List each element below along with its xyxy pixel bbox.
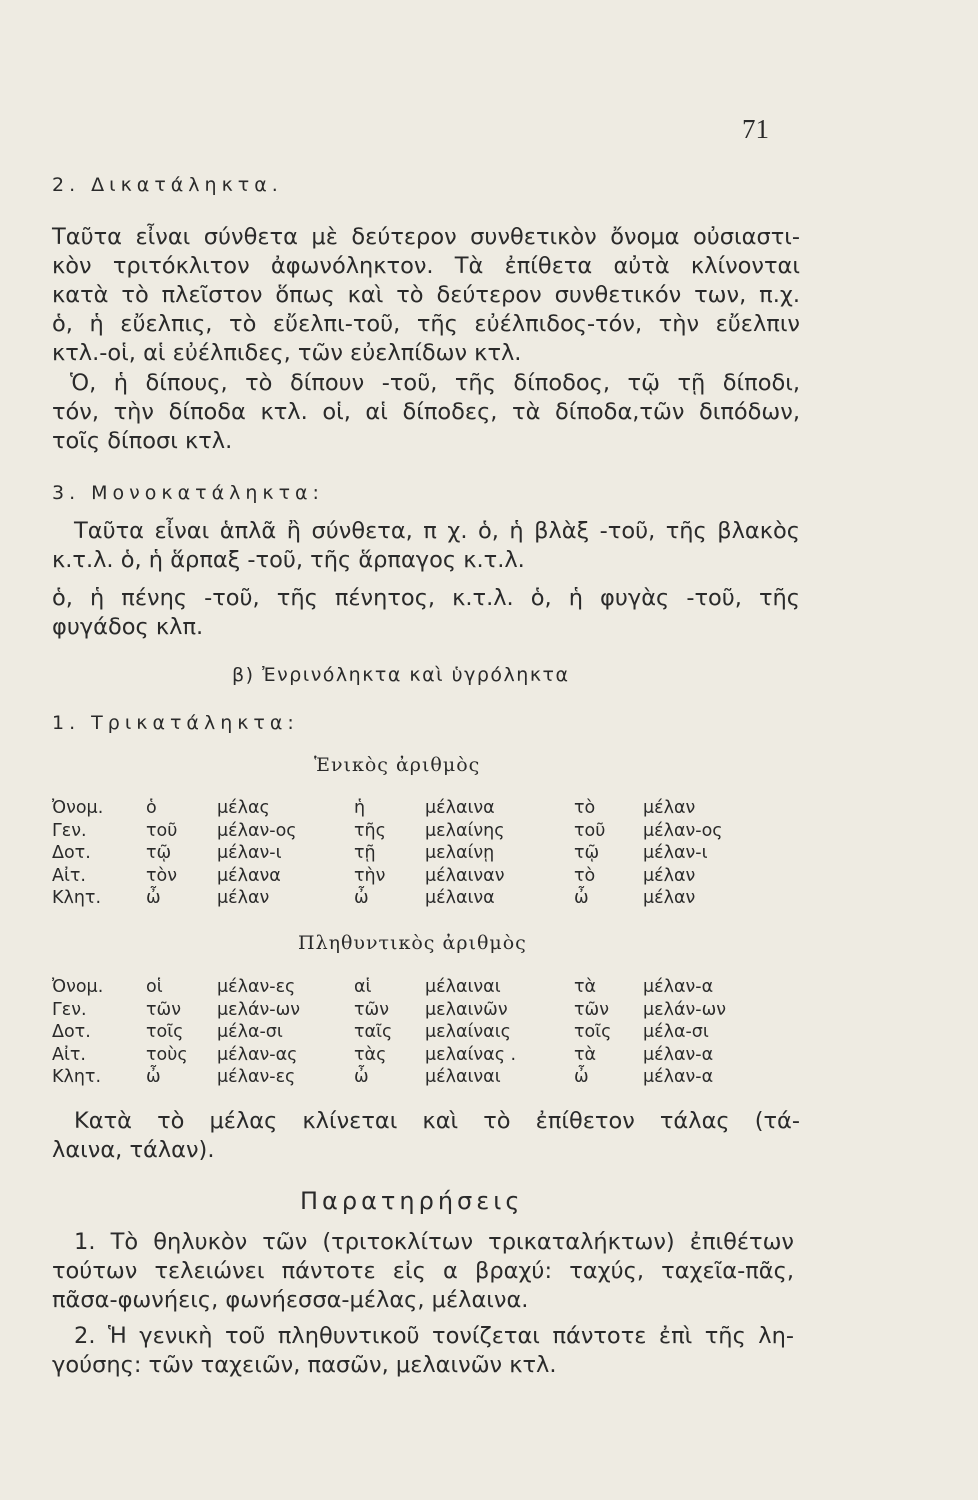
table-row xyxy=(52,843,752,866)
article-masculine: τῷ xyxy=(146,843,172,863)
text-line: 1. Τὸ θηλυκὸν τῶν (τριτοκλίτων τρικαταλήκτων) ἐπιθέτων xyxy=(74,1229,794,1255)
text-line: γούσης: τῶν ταχειῶν, πασῶν, μελαινῶν κτλ. xyxy=(52,1352,557,1378)
form-masculine: μελάν-ων xyxy=(217,999,301,1020)
section-2-heading: 2. Δικατάληκτα. xyxy=(52,174,283,196)
table-row xyxy=(52,866,752,889)
article-masculine: οἱ xyxy=(146,977,163,997)
form-feminine: μέλαιναν xyxy=(425,865,505,886)
plural-number-title: Πληθυντικὸς ἀριθμὸς xyxy=(298,932,527,954)
article-masculine: ὦ xyxy=(146,1067,161,1087)
plural-declension-table xyxy=(52,977,752,1090)
article-feminine: τὰς xyxy=(354,1044,387,1065)
article-feminine: αἱ xyxy=(354,977,372,997)
singular-declension-table xyxy=(52,798,752,911)
article-masculine: τὸν xyxy=(146,865,178,886)
text-line: Κατὰ τὸ μέλας κλίνεται καὶ τὸ ἐπίθετον τάλας (τά- xyxy=(74,1108,800,1134)
form-feminine: μελαινῶν xyxy=(425,999,508,1020)
article-neuter: ὦ xyxy=(574,1067,589,1087)
case-label: Γεν. xyxy=(52,820,87,841)
article-feminine: τῶν xyxy=(354,999,389,1020)
article-masculine: τοὺς xyxy=(146,1044,188,1065)
article-neuter: τῷ xyxy=(574,843,600,863)
form-masculine: μέλαν-ας xyxy=(217,1044,298,1065)
text-line: Ὁ, ἡ δίπους, τὸ δίπουν -τοῦ, τῆς δίποδος, τῷ τῇ δίποδι, xyxy=(70,370,800,396)
article-neuter: τοῦ xyxy=(574,820,606,841)
observations-title: Παρατηρήσεις xyxy=(300,1187,524,1215)
article-feminine: τὴν xyxy=(354,865,386,886)
form-masculine: μέλας xyxy=(217,798,270,818)
text-line: κὸν τριτόκλιτον ἀφωνόληκτον. Τὰ ἐπίθετα αὐτὰ κλίνονται xyxy=(52,253,800,279)
form-masculine: μέλαν-ες xyxy=(217,977,296,997)
form-feminine: μελαίνῃ xyxy=(425,843,495,863)
form-feminine: μέλαινα xyxy=(425,888,495,908)
form-neuter: μέλαν-ι xyxy=(643,843,708,863)
form-neuter: μέλαν-α xyxy=(643,977,714,997)
case-label: Ὀνομ. xyxy=(52,798,104,818)
form-feminine: μελαίνας . xyxy=(425,1044,517,1065)
form-neuter: μέλαν-α xyxy=(643,1044,714,1065)
article-masculine: ὁ xyxy=(146,798,157,818)
page-number: 71 xyxy=(742,114,769,144)
table-row xyxy=(52,1067,752,1090)
form-feminine: μέλαινα xyxy=(425,798,495,818)
case-label: Γεν. xyxy=(52,999,87,1020)
article-neuter: ὦ xyxy=(574,888,589,908)
observation-note-1 xyxy=(52,1228,794,1315)
form-feminine: μέλαιναι xyxy=(425,977,501,997)
table-row xyxy=(52,977,752,1000)
article-feminine: ταῖς xyxy=(354,1022,393,1042)
table-row xyxy=(52,798,752,821)
article-neuter: τὸ xyxy=(574,798,596,818)
section-2-paragraph-1 xyxy=(52,223,800,368)
subsection-heading: 1. Τρικατάληκτα: xyxy=(52,712,299,734)
text-line: τόν, τὴν δίποδα κτλ. οἱ, αἱ δίποδες, τὰ δίποδα,τῶν διπόδων, xyxy=(52,399,800,425)
form-neuter: μέλαν-α xyxy=(643,1067,714,1087)
form-feminine: μελαίναις xyxy=(425,1022,511,1042)
text-line: κατὰ τὸ πλεῖστον ὅπως καὶ τὸ δεύτερον συνθετικόν των, π.χ. xyxy=(52,282,800,308)
table-row xyxy=(52,1022,752,1045)
form-masculine: μέλα-σι xyxy=(217,1022,283,1042)
form-neuter: μελάν-ων xyxy=(643,999,727,1020)
form-neuter: μέλαν xyxy=(643,888,696,908)
article-feminine: ἡ xyxy=(354,798,366,818)
form-neuter: μέλαν xyxy=(643,865,696,886)
article-feminine: ὦ xyxy=(354,888,369,908)
text-line: ὁ, ἡ πένης -τοῦ, τῆς πένητος, κ.τ.λ. ὁ, ἡ φυγὰς -τοῦ, τῆς xyxy=(52,585,800,611)
article-feminine: ὦ xyxy=(354,1067,369,1087)
form-neuter: μέλαν-ος xyxy=(643,820,723,841)
section-beta-heading: β) Ἐνρινόληκτα καὶ ὑγρόληκτα xyxy=(232,664,570,686)
form-masculine: μέλαν-ες xyxy=(217,1067,296,1087)
form-masculine: μέλανα xyxy=(217,865,281,886)
case-label: Δοτ. xyxy=(52,843,91,863)
text-line: φυγάδος κλπ. xyxy=(52,614,204,640)
article-feminine: τῆς xyxy=(354,820,386,841)
text-line: κτλ.-οἱ, αἱ εὐέλπιδες, τῶν εὐελπίδων κτλ. xyxy=(52,340,522,366)
table-row xyxy=(52,821,752,844)
article-feminine: τῇ xyxy=(354,843,376,863)
article-masculine: ὦ xyxy=(146,888,161,908)
article-masculine: τῶν xyxy=(146,999,181,1020)
case-label: Αἰτ. xyxy=(52,1044,86,1065)
article-neuter: τῶν xyxy=(574,999,609,1020)
singular-number-title: Ἑνικὸς ἀριθμὸς xyxy=(314,754,481,776)
table-row xyxy=(52,888,752,911)
article-neuter: τὰ xyxy=(574,1044,597,1065)
after-table-paragraph xyxy=(52,1107,800,1165)
text-line: τοῖς δίποσι κτλ. xyxy=(52,428,233,454)
text-line: τούτων τελειώνει πάντοτε εἰς α βραχύ: ταχύς, ταχεῖα-πᾶς, xyxy=(52,1258,794,1284)
observation-note-2 xyxy=(52,1322,794,1380)
case-label: Κλητ. xyxy=(52,1067,102,1087)
article-neuter: τὸ xyxy=(574,865,596,886)
form-neuter: μέλαν xyxy=(643,798,696,818)
text-line: πᾶσα-φωνήεις, φωνήεσσα-μέλας, μέλαινα. xyxy=(52,1287,529,1313)
text-line: Ταῦτα εἶναι ἁπλᾶ ἢ σύνθετα, π χ. ὁ, ἡ βλὰξ -τοῦ, τῆς βλακὸς xyxy=(74,518,800,544)
case-label: Κλητ. xyxy=(52,888,102,908)
form-masculine: μέλαν-ος xyxy=(217,820,297,841)
section-3-paragraph-1 xyxy=(52,517,800,575)
case-label: Ὀνομ. xyxy=(52,977,104,997)
case-label: Αἰτ. xyxy=(52,865,86,886)
form-feminine: μελαίνης xyxy=(425,820,505,841)
form-masculine: μέλαν-ι xyxy=(217,843,282,863)
text-line: 2. Ἡ γενικὴ τοῦ πληθυντικοῦ τονίζεται πάντοτε ἐπὶ τῆς λη- xyxy=(74,1323,794,1349)
form-neuter: μέλα-σι xyxy=(643,1022,709,1042)
article-masculine: τοῦ xyxy=(146,820,178,841)
form-feminine: μέλαιναι xyxy=(425,1067,501,1087)
section-3-paragraph-2 xyxy=(52,584,800,642)
case-label: Δοτ. xyxy=(52,1022,91,1042)
table-row xyxy=(52,1045,752,1068)
text-line: λαινα, τάλαν). xyxy=(52,1137,215,1163)
text-line: κ.τ.λ. ὁ, ἡ ἅρπαξ -τοῦ, τῆς ἅρπαγος κ.τ.λ. xyxy=(52,547,525,573)
section-2-paragraph-2 xyxy=(52,369,800,456)
text-line: Ταῦτα εἶναι σύνθετα μὲ δεύτερον συνθετικὸν ὄνομα οὐσιαστι- xyxy=(52,224,800,250)
article-neuter: τοῖς xyxy=(574,1022,612,1042)
article-neuter: τὰ xyxy=(574,977,597,997)
text-line: ὁ, ἡ εὔελπις, τὸ εὔελπι-τοῦ, τῆς εὐέλπιδος-τόν, τὴν εὔελπιν xyxy=(52,311,800,337)
form-masculine: μέλαν xyxy=(217,888,270,908)
article-masculine: τοῖς xyxy=(146,1022,184,1042)
table-row xyxy=(52,1000,752,1023)
section-3-heading: 3. Μονοκατάληκτα: xyxy=(52,482,324,504)
